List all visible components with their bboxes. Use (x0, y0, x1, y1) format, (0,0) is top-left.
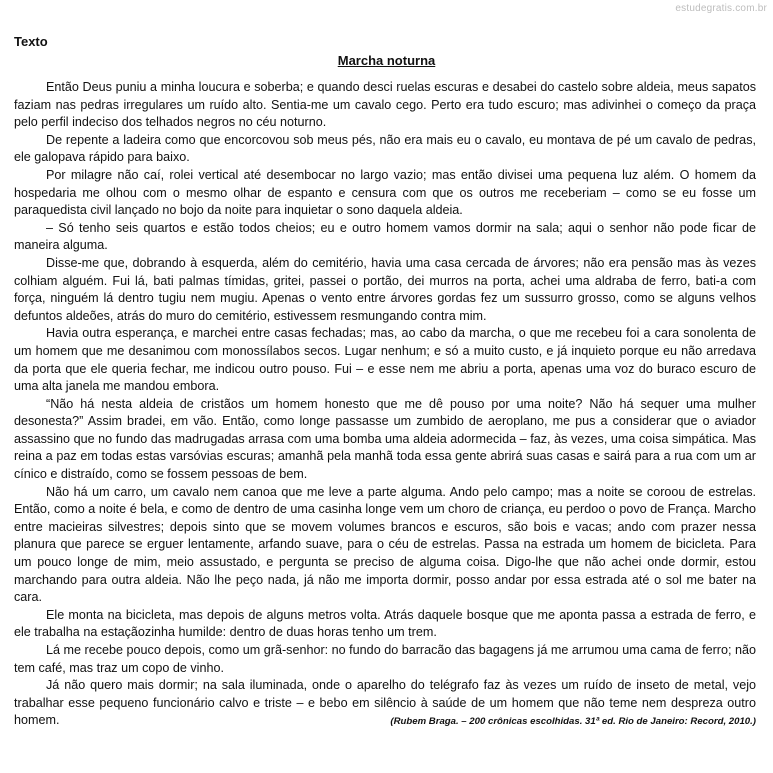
paragraph-text: Já não quero mais dormir; na sala iluminada, onde o aparelho do telégrafo faz às vezes um ruído de inseto de metal, vejo trabalhar esse pequeno funcionário calvo e triste – e bebo em silêncio à saúde de um homem que não teme nem despreza outro homem. (14, 678, 756, 728)
section-label: Texto (14, 34, 48, 49)
paragraph: Então Deus puniu a minha loucura e soberba; e quando desci ruelas escuras e desabei do castelo sobre aldeia, meus sapatos faziam nas pedras irregulares um ruído alto. Sentia-me um cavalo cego. Perto era tudo escuro; mas adivinhei o começo da praça pelo perfil indeciso dos telhados negros no céu noturno. (14, 80, 756, 130)
paragraph: “Não há nesta aldeia de cristãos um homem honesto que me dê pouso por uma noite? Não há sequer uma mulher desonesta?” Assim bradei, em vão. Então, como longe passasse um zumbido de aeroplano, me pus a considerar que o aviador assassino que no fundo das madrugadas arrasa com uma bomba uma aldeia adormecida – faz, às vezes, uma coisa simpática. Mas reina a paz em todas estas varsóvias escuras; amanhã pela manhã toda essa gente abrirá suas casas e sairá para a rua com um ar cínico e distraído, como se fossem pessoas de bem. (14, 396, 756, 482)
paragraph: – Só tenho seis quartos e estão todos cheios; eu e outro homem vamos dormir na sala; aqui o senhor não pode ficar de maneira alguma. (14, 220, 756, 253)
site-watermark: estudegratis.com.br (675, 3, 767, 14)
citation: (Rubem Braga. – 200 crônicas escolhidas. 31ª ed. Rio de Janeiro: Record, 2010.) (390, 716, 756, 728)
paragraph: Ele monta na bicicleta, mas depois de alguns metros volta. Atrás daquele bosque que me aponta passa a estrada de ferro, e ele trabalha na estaçãozinha humilde: dentro de duas horas tenho um trem. (14, 607, 756, 640)
text-body (14, 79, 756, 731)
paragraph: Não há um carro, um cavalo nem canoa que me leve a parte alguma. Ando pelo campo; mas a noite se coroou de estrelas. Então, como a noite é bela, e como de dentro de uma casinha longe vem um choro de criança, eu perdoo o povo de França. Marcho entre macieiras silvestres; depois sinto que se movem volumes brancos e escuros, são bois e vacas; ando com prazer nessa planura que parece se erguer lentamente, arfando suave, para o céu de estrelas. Passa na estrada um homem de bicicleta. Para um pouco longe de mim, meio assustado, e pergunta se preciso de alguma coisa. Digo-lhe que não achei onde dormir, estou marchando para outra aldeia. Não lhe peço nada, já não me importa dormir, posso andar por essa estrada até o sol me bater na cara. (14, 484, 756, 605)
paragraph: Lá me recebe pouco depois, como um grã-senhor: no fundo do barracão das bagagens já me arrumou uma cama de ferro; não tem café, mas traz um copo de vinho. (14, 643, 756, 675)
paragraph: Disse-me que, dobrando à esquerda, além do cemitério, havia uma casa cercada de árvores; não era pensão mas às vezes colhiam alguém. Fui lá, bati palmas tímidas, gritei, passei o portão, dei murros na porta, achei uma aldraba de ferro, bati-a com força, ninguém lá dentro tugiu nem mugiu. Apenas o vento entre árvores gordas fez um sussurro grosso, como se alguns velhos defuntos aldeões, atrás do muro do cemitério, estivessem resmungando contra mim. (14, 255, 756, 323)
paragraph: De repente a ladeira como que encorcovou sob meus pés, não era mais eu o cavalo, eu montava de pé um cavalo de pedras, ele galopava rápido para baixo. (14, 132, 756, 165)
paragraph: Havia outra esperança, e marchei entre casas fechadas; mas, ao cabo da marcha, o que me recebeu foi a cara sonolenta de um homem que me desanimou com monossílabos secos. Lugar nenhum; e só a muito custo, e já inquieto porque eu não arredava da porta que ele queria fechar, me indicou outro pouso. Fui – e esse nem me abriu a porta, apenas uma voz do buraco escuro de uma alta janela me mandou embora. (14, 326, 756, 394)
paragraph: Por milagre não caí, rolei vertical até desembocar no largo vazio; mas então divisei uma pequena luz além. O homem da hospedaria me olhou com o mesmo olhar de espanto e censura com que os outros me receberiam – como se eu fosse um paraquedista civil lançado no bojo da noite para inquietar o sono daquela aldeia. (14, 167, 756, 218)
paragraph-last (14, 677, 756, 730)
text-title: Marcha noturna (337, 53, 436, 68)
